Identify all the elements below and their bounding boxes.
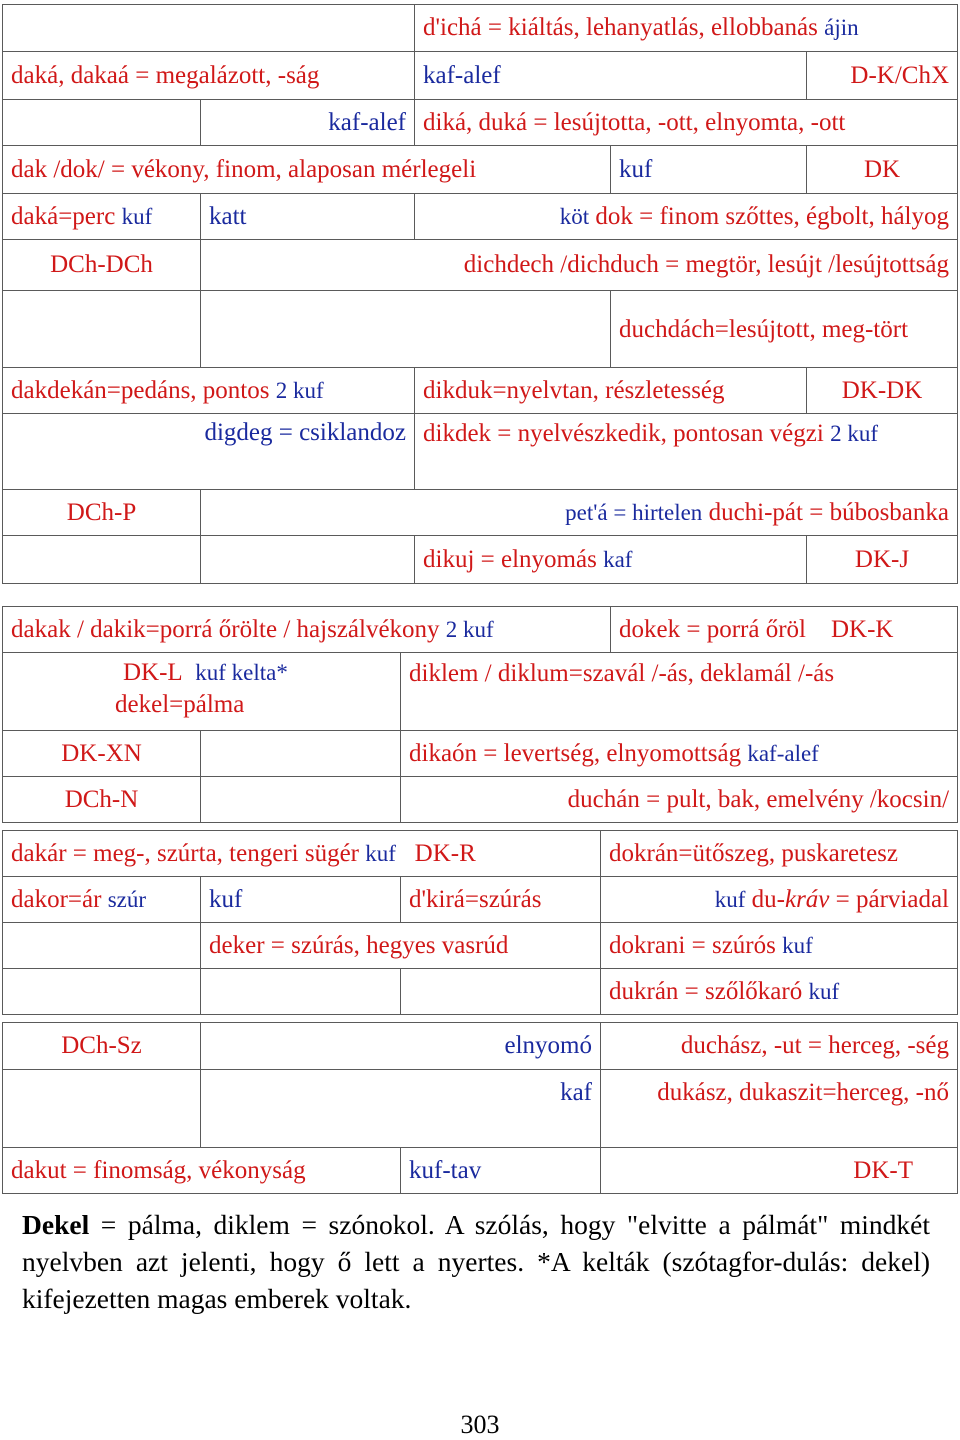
dictionary-block-1 (2, 4, 958, 584)
table-row (3, 146, 958, 194)
tag-kuf: kuf (611, 146, 807, 194)
entry-dok: dok = finom szőttes, égbolt, hályog (595, 202, 949, 230)
root-code: DK (807, 146, 958, 194)
tag-kuf: kuf (121, 203, 153, 229)
tag-kuf: kuf (782, 932, 813, 958)
entry-dekel: dekel=pálma (115, 691, 245, 718)
tag-kuf: kuf (808, 978, 840, 1004)
table-row (3, 490, 958, 536)
entry-dakdekan: dakdekán=pedáns, pontos (11, 376, 270, 404)
table-row (3, 653, 958, 731)
tag-2-kuf: 2 kuf (830, 421, 878, 446)
tag-katt: katt (201, 194, 415, 240)
tag-2-kuf: 2 kuf (445, 616, 494, 642)
tag-kaf: kaf (603, 546, 633, 572)
tag-kaf: kaf (201, 1070, 601, 1148)
tag-szur: szúr (107, 886, 147, 912)
entry-dukasz: dukász, dukaszit=herceg, -nő (601, 1070, 958, 1148)
table-row (3, 923, 958, 969)
tag-elnyomo: elnyomó (201, 1023, 601, 1070)
entry-peta: pet'á = hirtelen (565, 499, 703, 525)
entry-duchdach: duchdách=lesújtott, meg-tört (611, 291, 958, 368)
entry-dikaon: dikaón = levertség, elnyomottság (409, 739, 742, 767)
tag-ajin: ájin (824, 15, 859, 40)
tag-kaf-alef: kaf-alef (415, 52, 807, 100)
tag-2-kuf: 2 kuf (275, 377, 324, 403)
dictionary-block-3 (2, 830, 958, 1015)
table-row (3, 731, 958, 777)
entry-duchan: duchán = pult, bak, emelvény /kocsin/ (401, 777, 958, 823)
root-code: DCh-N (3, 777, 201, 823)
entry-duchi-pat: duchi-pát = búbosbanka (708, 498, 949, 526)
entry-diklem: diklem / diklum=szavál /-ás, deklamál /-ás (401, 653, 958, 731)
entry-du-krav: du-kráv = párviadal (751, 885, 949, 913)
entry-dakut: dakut = finomság, vékonyság (3, 1148, 401, 1194)
footnote-bold-word: Dekel (22, 1209, 90, 1240)
table-row (3, 414, 958, 490)
tag-kuf-kelta: kuf kelta* (195, 660, 288, 685)
dictionary-block-2 (2, 606, 958, 823)
root-code: DK-XN (3, 731, 201, 777)
entry-dokran: dokrán=ütőszeg, puskaretesz (601, 831, 958, 877)
entry-dkira: d'kirá=szúrás (401, 877, 601, 923)
entry-digdeg: digdeg = csiklandoz (3, 414, 415, 490)
root-code: DCh-Sz (3, 1023, 201, 1070)
root-code: D-K/ChX (807, 52, 958, 100)
entry-ichá: d'ichá = kiáltás, lehanyatlás, ellobbanás (423, 14, 818, 41)
page-number: 303 (460, 1410, 500, 1439)
table-row (3, 100, 958, 146)
table-row (3, 52, 958, 100)
table-row (3, 536, 958, 584)
entry-dikdek: dikdek = nyelvészkedik, pontosan végzi (423, 420, 824, 447)
tag-kaf-alef: kaf-alef (201, 100, 415, 146)
tag-kuf: kuf (365, 840, 396, 866)
entry-dakar: dakár = meg-, szúrta, tengeri sügér (11, 839, 359, 867)
table-row (3, 777, 958, 823)
footnote-text: = pálma, diklem = szónokol. A szólás, hogy "elvitte a pálmát" mindkét nyelvben azt jelenti, hogy ő lett a nyertes. *A kelták (szótagfor-dulás: dekel) kifejezetten magas emberek voltak. (22, 1209, 930, 1314)
entry-dikduk: dikduk=nyelvtan, részletesség (415, 368, 807, 414)
entry-dakor: dakor=ár (11, 885, 102, 913)
table-row (3, 5, 958, 52)
table-row (3, 240, 958, 291)
root-code: DCh-P (3, 490, 201, 536)
footnote-paragraph (22, 1206, 930, 1317)
table-row (3, 291, 958, 368)
tag-kot: köt (559, 203, 590, 229)
table-row (3, 831, 958, 877)
table-row (3, 877, 958, 923)
root-code: DK-L (123, 659, 183, 686)
entry-deker: deker = szúrás, hegyes vasrúd (201, 923, 601, 969)
table-row (3, 969, 958, 1015)
root-code: DK-DK (807, 368, 958, 414)
entry-dichdech: dichdech /dichduch = megtör, lesújt /lesújtottság (201, 240, 958, 291)
table-row (3, 1148, 958, 1194)
tag-kuf: kuf (201, 877, 401, 923)
entry-dokrani: dokrani = szúrós (609, 931, 776, 959)
entry-duchasz: duchász, -ut = herceg, -ség (601, 1023, 958, 1070)
tag-kuf-tav: kuf-tav (401, 1148, 601, 1194)
entry-daka-perc: daká=perc (11, 202, 116, 230)
entry-dak: dak /dok/ = vékony, finom, alaposan mérlegeli (3, 146, 611, 194)
root-code: DK-J (807, 536, 958, 584)
root-code: DCh-DCh (3, 240, 201, 291)
root-code: DK-K (831, 615, 894, 643)
root-code: DK-R (414, 839, 476, 867)
entry-dikuj: dikuj = elnyomás (423, 545, 597, 573)
entry-dukran: dukrán = szőlőkaró (609, 977, 803, 1005)
entry-dokek: dokek = porrá őröl (619, 615, 806, 643)
table-row (3, 1023, 958, 1070)
table-row (3, 368, 958, 414)
dictionary-block-4 (2, 1022, 958, 1194)
table-row (3, 194, 958, 240)
entry-dika: diká, duká = lesújtotta, -ott, elnyomta, -ott (415, 100, 958, 146)
table-row (3, 607, 958, 653)
table-row (3, 1070, 958, 1148)
tag-kuf: kuf (714, 886, 746, 912)
entry-dakak: dakak / dakik=porrá őrölte / hajszálvékony (11, 615, 440, 643)
root-code: DK-T (601, 1148, 958, 1194)
entry-daka: daká, dakaá = megalázott, -ság (3, 52, 415, 100)
tag-kaf-alef: kaf-alef (747, 740, 819, 766)
